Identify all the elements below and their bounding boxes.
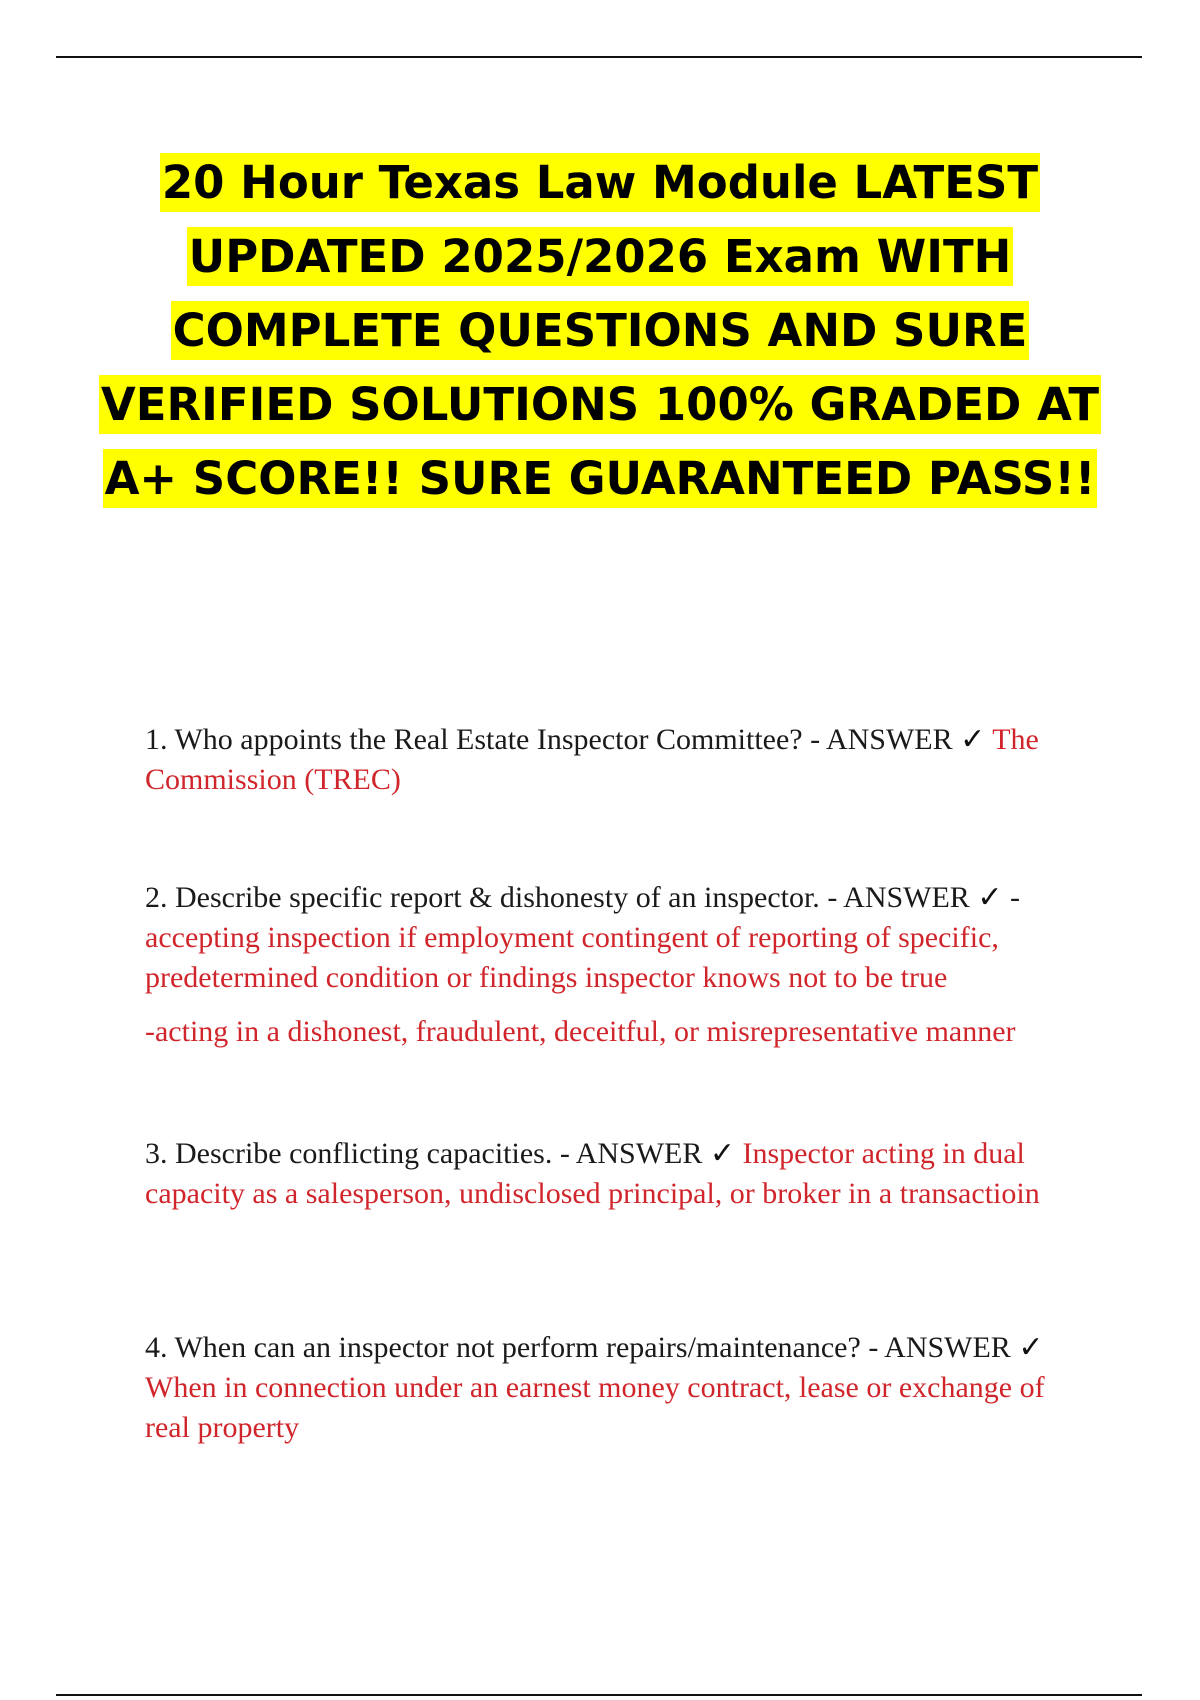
top-rule <box>56 56 1142 58</box>
qa-item-3 <box>145 1134 1090 1214</box>
qa-item-2 <box>145 878 1090 1052</box>
checkmark-icon: ✓ <box>709 1137 735 1170</box>
answer-marker: - ANSWER <box>559 1137 703 1170</box>
checkmark-icon: ✓ <box>1018 1331 1044 1364</box>
answer-text: Inspector acting in dual capacity as a salesperson, undisclosed principal, or broker in a transactioin <box>145 1137 1040 1210</box>
answer-text: When in connection under an earnest money contract, lease or exchange of real property <box>145 1371 1045 1444</box>
title-highlight: 20 Hour Texas Law Module LATEST UPDATED 2025/2026 Exam WITH COMPLETE QUESTIONS AND SURE VERIFIED SOLUTIONS 100% GRADED AT A+ SCORE!! SURE GUARANTEED PASS!! <box>99 153 1101 508</box>
answer-prefix: - <box>1009 881 1020 914</box>
answer-marker: - ANSWER <box>810 723 953 756</box>
answer-text: accepting inspection if employment contingent of reporting of specific, predetermined condition or findings inspector knows not to be true <box>145 921 999 994</box>
checkmark-icon: ✓ <box>977 881 1003 914</box>
answer-text: The Commission (TREC) <box>145 723 1039 796</box>
document-title <box>60 146 1140 516</box>
question-text: 1. Who appoints the Real Estate Inspector Committee? <box>145 723 803 756</box>
question-text: 4. When can an inspector not perform repairs/maintenance? <box>145 1331 861 1364</box>
answer-text-continued: -acting in a dishonest, fraudulent, deceitful, or misrepresentative manner <box>145 1015 1016 1048</box>
qa-item-1 <box>145 720 1090 800</box>
answer-marker: - ANSWER <box>827 881 970 914</box>
checkmark-icon: ✓ <box>960 723 986 756</box>
question-text: 3. Describe conflicting capacities. <box>145 1137 553 1170</box>
question-text: 2. Describe specific report & dishonesty of an inspector. <box>145 881 820 914</box>
answer-marker: - ANSWER <box>868 1331 1011 1364</box>
bottom-rule <box>56 1694 1142 1696</box>
qa-item-4 <box>145 1328 1090 1448</box>
